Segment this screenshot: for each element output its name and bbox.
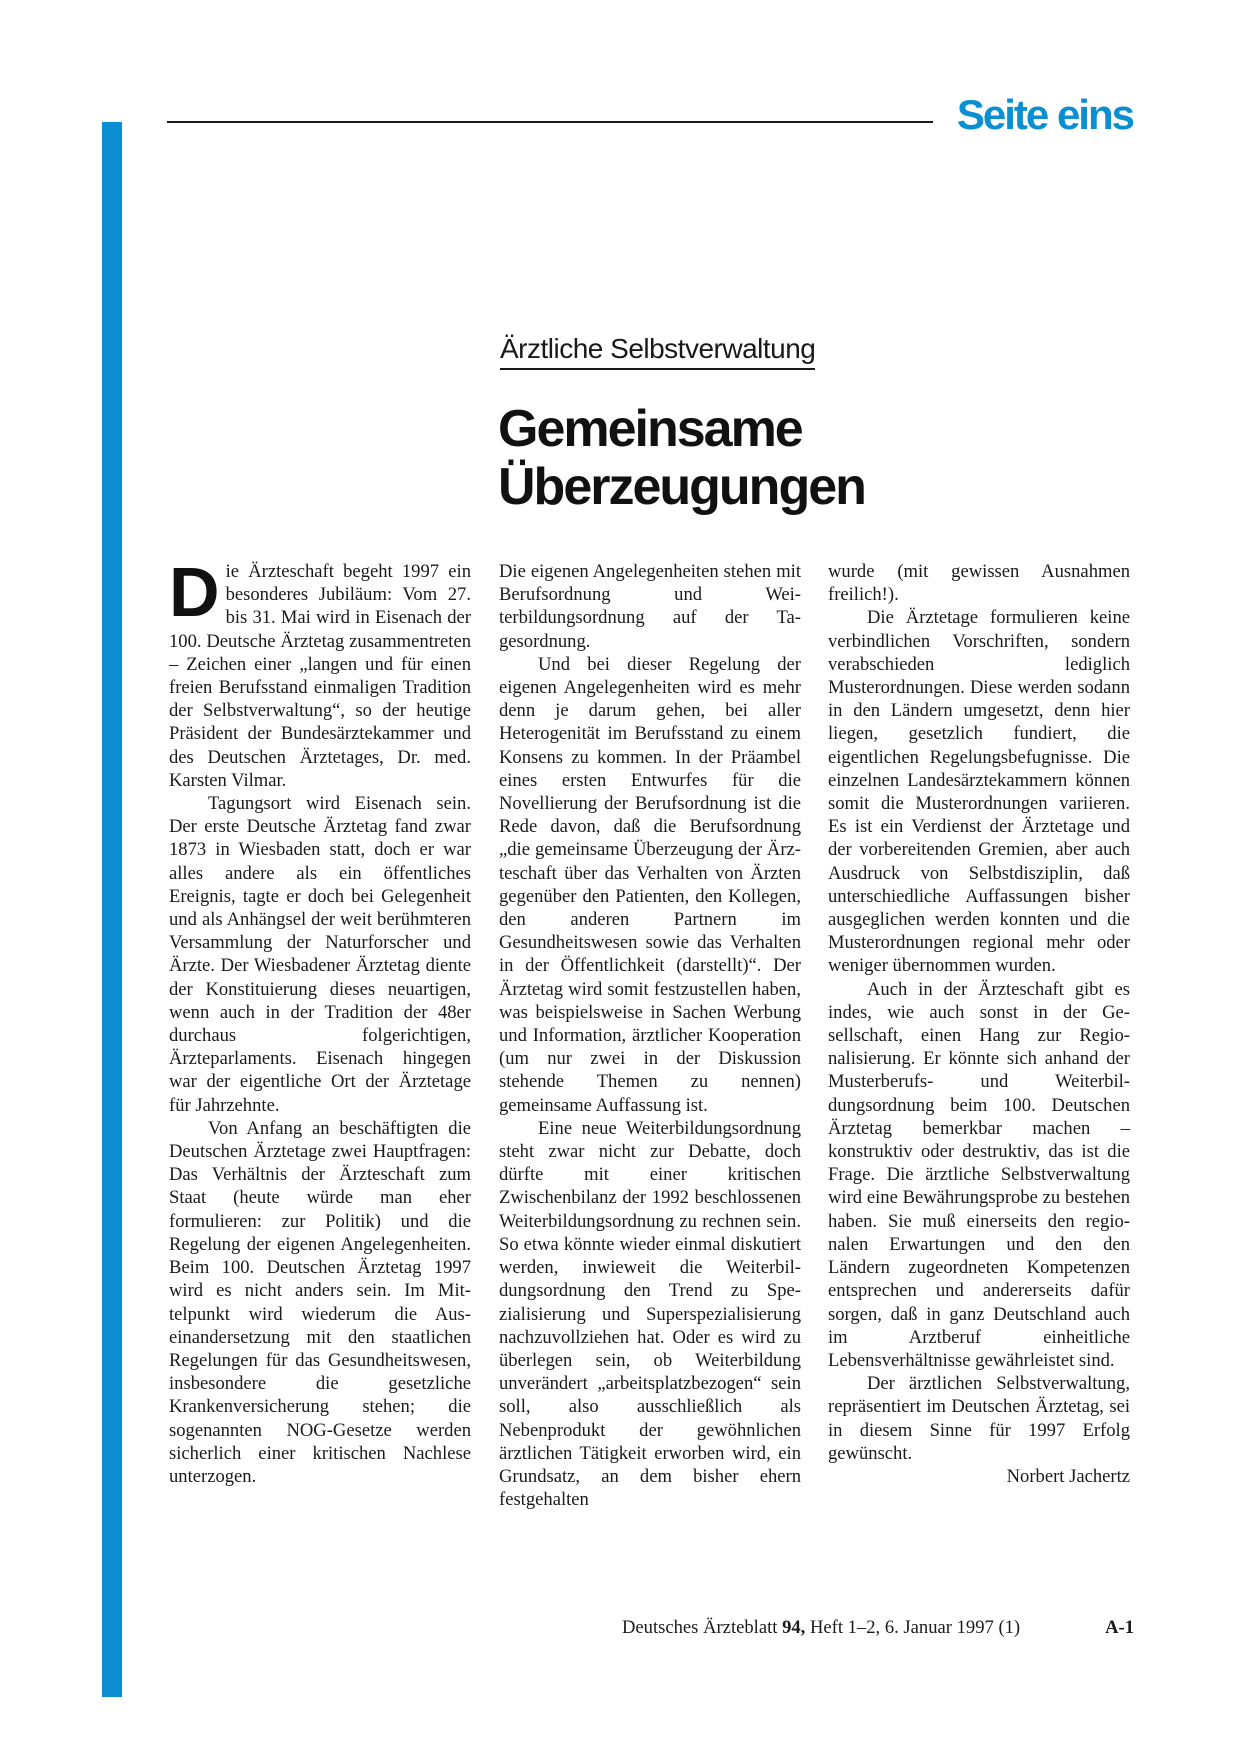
article-kicker: Ärztliche Selbstverwaltung <box>500 333 815 370</box>
journal-volume: 94, <box>782 1617 806 1638</box>
section-label: Seite eins <box>956 91 1133 138</box>
author-signature: Norbert Jachertz <box>1006 1465 1130 1487</box>
paragraph: Die Ärztetage formulieren keine verbindlichen Vorschriften, sondern verabschieden lediglich Musterordnungen. Diese werden sodann in den Ländern umgesetzt, denn hier liegen, gesetzlich fundiert, die eigentlichen Regelungsbefugnisse. Die einzelnen Landesärztekammern können somit die Musterordnungen variieren. Es ist ein Verdienst der Ärztetage und der vorbereitenden Gremien, aber auch Ausdruck von Selbstdisziplin, daß unterschiedliche Auffassungen bisher ausgeglichen werden konnten und die Musterordnungen regional mehr oder weniger übernommen wurden. <box>828 607 1130 977</box>
paragraph: Tagungsort wird Eisenach sein. Der erste Deutsche Ärztetag fand zwar 1873 in Wiesbaden statt, doch er war alles andere als ein öffentliches Ereignis, tagte er doch bei Gelegenheit und als Anhängsel der weit berühmteren Versammlung der Naturforscher und Ärzte. Der Wiesbadener Ärztetag diente der Konstituierung dieses neuartigen, wenn auch in der Tradition der 48er durchaus folgerichtigen, Ärzteparlaments. Eisenach hingegen war der eigentliche Ort der Ärztetage für Jahrzehnte. <box>169 793 471 1116</box>
paragraph: Eine neue Weiterbildungsordnung steht zwar nicht zur Debatte, doch dürfte mit einer kritischen Zwischenbilanz der 1992 beschlossenen Weiterbildungsordnung zu rechnen sein. So etwa könnte wieder einmal diskutiert werden, inwieweit die Weiterbildungsordnung den Trend zu Spezialisierung und Superspezialisierung nachzuvollziehen hat. Oder es wird zu überlegen sein, ob Weiterbildung unverändert „arbeitsplatzbezogen“ sein soll, also ausschließlich als Nebenprodukt der gewöhnlichen ärztlichen Tätigkeit erworben wird, ein Grundsatz, an dem bisher ehern festgehalten <box>499 1117 801 1511</box>
page-footer <box>622 1617 1020 1639</box>
page-number: A-1 <box>1105 1617 1134 1638</box>
paragraph <box>169 553 471 792</box>
paragraph-text: ie Ärzteschaft begeht 1997 ein besonderes Jubiläum: Vom 27. bis 31. Mai wird in Eisenach der 100. Deutsche Ärztetag zusammentreten – Zeichen einer „langen und für einen freien Berufsstand einmaligen Tradition der Selbstverwaltung“, so der heutige Präsident der Bundesärztekammer und des Deutschen Ärztetages, Dr. med. Karsten Vilmar. <box>169 561 471 791</box>
article-column-3 <box>828 560 1130 1488</box>
journal-name: Deutsches Ärzteblatt <box>622 1617 778 1638</box>
paragraph: Auch in der Ärzteschaft gibt es indes, wie auch sonst in der Gesellschaft, einen Hang zur Regionalisierung. Er könnte sich anhand der Musterberufs- und Weiterbildungsordnung beim 100. Deutschen Ärztetag bemerkbar machen – konstruktiv oder destruktiv, das ist die Frage. Die ärztliche Selbstverwaltung wird eine Bewährungsprobe zu bestehen haben. Sie muß einerseits den regionalen Erwartungen und den den Ländern zugeordneten Kompetenzen entsprechen und andererseits dafür sorgen, daß in ganz Deutschland auch im Arztberuf einheitliche Lebensverhältnisse gewährleistet sind. <box>828 978 1130 1371</box>
headline-line-2: Überzeugungen <box>498 458 865 516</box>
paragraph: Die eigenen Angelegenheiten stehen mit Berufsordnung und Weiterbildungsordnung auf der Tagesordnung. <box>499 561 801 652</box>
article-column-1 <box>169 553 471 1488</box>
header-rule <box>167 121 933 123</box>
issue-info: Heft 1–2, 6. Januar 1997 (1) <box>809 1617 1021 1638</box>
headline-line-1: Gemeinsame <box>498 400 802 458</box>
accent-bar <box>102 122 122 1697</box>
article-column-2 <box>499 560 801 1511</box>
paragraph: Und bei dieser Regelung der eigenen Angelegenheiten wird es mehr denn je darum gehen, bei aller Heterogenität im Berufsstand zu einem Konsens zu kommen. In der Präambel eines ersten Entwurfes für die Novellierung der Berufsordnung ist die Rede davon, daß die Berufsordnung „die gemeinsame Überzeugung der Ärzteschaft über das Verhalten von Ärzten gegenüber den Patienten, den Kollegen, den anderen Partnern im Gesundheitswesen sowie das Verhalten in der Öffentlichkeit (darstellt)“. Der Ärztetag wird somit festzustellen haben, was beispielsweise in Sachen Werbung und Information, ärztlicher Kooperation (um nur zwei in der Diskussion stehende Themen zu nennen) gemeinsame Auffassung ist. <box>499 653 801 1116</box>
article-headline <box>498 400 1058 516</box>
drop-cap: D <box>169 553 220 631</box>
paragraph: wurde (mit gewissen Ausnahmen freilich!). <box>828 561 1130 606</box>
paragraph: Von Anfang an beschäftigten die Deutschen Ärztetage zwei Hauptfragen: Das Verhältnis der Ärzteschaft zum Staat (heute würde man eher formulieren: zur Politik) und die Regelung der eigenen Angelegenheiten. Beim 100. Deutschen Ärztetag 1997 wird es nicht anders sein. Im Mittelpunkt wird wiederum die Auseinandersetzung mit den staatlichen Regelungen für das Gesundheitswesen, insbesondere die gesetzliche Krankenversicherung stehen; die sogenannten NOG-Gesetze werden sicherlich einer kritischen Nachlese unterzogen. <box>169 1117 471 1487</box>
paragraph: Der ärztlichen Selbstverwaltung, repräsentiert im Deutschen Ärztetag, sei in diesem Sinne für 1997 Erfolg gewünscht. <box>828 1373 1130 1464</box>
